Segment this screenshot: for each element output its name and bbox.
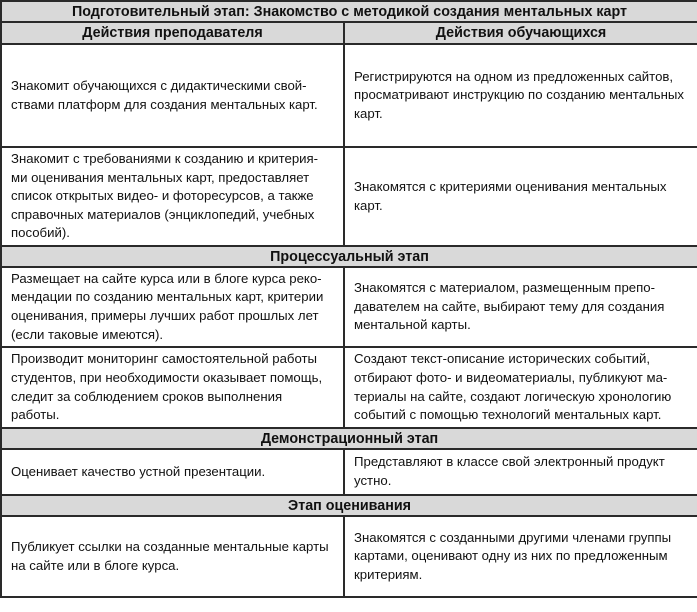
stage-row-preparatory	[1, 1, 697, 22]
table-row	[1, 44, 697, 147]
text-line: карт.	[354, 105, 383, 121]
text-line: оценивания, примеры лучших работ прошлых лет	[11, 308, 319, 323]
text-line: Знакомятся с критериями оценивания ментальных	[354, 178, 667, 194]
table-row	[1, 516, 697, 597]
text-line: справочных материалов (энциклопедий, учебных	[11, 206, 315, 222]
students-cell	[344, 449, 697, 495]
stage-title-preparatory: Подготовительный этап: Знакомство с методикой создания ментальных карт	[1, 1, 697, 22]
table-row	[1, 449, 697, 495]
text-line: Знакомит обучающихся с дидактическими свой-	[11, 77, 307, 93]
teacher-cell	[1, 516, 344, 597]
teacher-cell	[1, 449, 344, 495]
text-line: териалы на сайте, создают логическую хронологию	[354, 388, 672, 404]
text-line: мендации по созданию ментальных карт, критерии	[11, 289, 324, 305]
teacher-cell	[1, 267, 344, 347]
text-line: устно.	[354, 473, 392, 488]
text-line: Оценивает качество устной презентации.	[11, 463, 266, 479]
students-cell	[344, 347, 697, 428]
students-cell	[344, 267, 697, 347]
teacher-cell	[1, 44, 344, 147]
text-line: ствами платформ для создания ментальных карт.	[11, 96, 318, 112]
text-line: Создают текст-описание исторических событий,	[354, 351, 651, 367]
text-line: Представляют в классе свой электронный продукт	[354, 454, 665, 470]
teacher-cell	[1, 147, 344, 246]
students-cell	[344, 44, 697, 147]
text-line: Знакомятся с созданными другими членами группы	[354, 529, 672, 545]
text-line: картами, оценивают одну из них по предложенным	[354, 548, 668, 564]
text-line: Размещает на сайте курса или в блоге курса реко-	[11, 270, 322, 286]
table-row	[1, 147, 697, 246]
students-cell	[344, 147, 697, 246]
text-line: (если таковые имеются).	[11, 326, 164, 342]
text-line: ментальной карты.	[354, 317, 471, 333]
text-line: на сайте или в блоге курса.	[11, 557, 180, 573]
stage-title-process: Процессуальный этап	[1, 246, 697, 267]
text-line: работы.	[11, 407, 60, 423]
students-cell	[344, 516, 697, 597]
text-line: Знакомятся с материалом, размещенным препо-	[354, 280, 655, 296]
teacher-cell	[1, 347, 344, 428]
text-line: карт.	[354, 197, 383, 213]
text-line: студентов, при необходимости оказывает помощь,	[11, 369, 323, 385]
text-line: Публикует ссылки на созданные ментальные карты	[11, 538, 329, 554]
stage-row-evaluation	[1, 495, 697, 516]
table-row	[1, 347, 697, 428]
column-header-students: Действия обучающихся	[344, 22, 697, 44]
text-line: событий с помощью технологий ментальных карт.	[354, 407, 662, 423]
text-line: давателем на сайте, выбирают тему для создания	[354, 298, 665, 314]
column-header-teacher: Действия преподавателя	[1, 22, 344, 44]
stage-title-evaluation: Этап оценивания	[1, 495, 697, 516]
table-row	[1, 267, 697, 347]
stage-row-process	[1, 246, 697, 267]
text-line: список открытых видео- и фоторесурсов, а также	[11, 188, 314, 204]
text-line: ми оценивания ментальных карт, предоставляет	[11, 169, 310, 185]
stage-row-demonstration	[1, 428, 697, 449]
text-line: критериям.	[354, 566, 423, 582]
text-line: пособий).	[11, 225, 70, 241]
text-line: отбирают фото- и видеоматериалы, публикуют ма-	[354, 369, 668, 385]
text-line: просматривают инструкцию по созданию ментальных	[354, 87, 684, 103]
text-line: Производит мониторинг самостоятельной работы	[11, 351, 318, 367]
text-line: Знакомит с требованиями к созданию и критерия-	[11, 151, 319, 167]
text-line: следит за соблюдением сроков выполнения	[11, 388, 283, 404]
column-header-row	[1, 22, 697, 44]
text-line: Регистрируются на одном из предложенных сайтов,	[354, 68, 674, 84]
stage-title-demonstration: Демонстрационный этап	[1, 428, 697, 449]
